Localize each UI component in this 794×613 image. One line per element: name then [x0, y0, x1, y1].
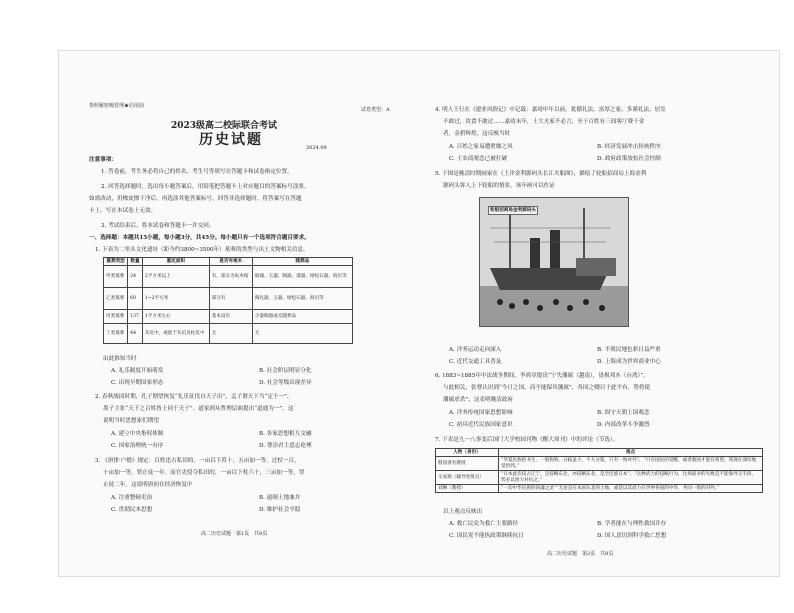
table-cell: 铜器、玉器、陶器、漆器、绿松石器、海贝等: [252, 266, 352, 288]
question-3-stem: 3. 《唐律·户婚》规定：百姓违占私田的，一亩以下笞十，五亩加一等，过杖一百，: [95, 458, 300, 464]
option-b[interactable]: B. 社会阶层明显分化: [259, 368, 312, 374]
table-row: [104, 266, 353, 288]
table-cell: 殷园著名教授: [436, 457, 499, 471]
option-d[interactable]: D. 社会等级出现差异: [259, 380, 312, 386]
option-c[interactable]: C. 出现早期国家形态: [111, 380, 164, 386]
option-d[interactable]: D. 上海成为世界商业中心: [597, 359, 661, 365]
table-row: [436, 457, 763, 471]
notice-heading: 注意事项：: [89, 157, 117, 163]
option-d[interactable]: D. 维护社会平稳: [259, 507, 301, 513]
page-footer: 高二历史试题 第1页 共8页: [201, 531, 268, 537]
option-b[interactable]: B. 各家思想相互交融: [259, 431, 312, 437]
notice-line: 3. 考试结束后，将本试卷和答题卡一并交回。: [101, 223, 215, 229]
table-row: [436, 471, 763, 485]
table-cell: 无: [209, 324, 252, 344]
question-4-stem: 不敢过，饮食不敢过……嘉靖末年，士大夫家不必言，至于百姓有三间客厅费千金: [443, 119, 645, 125]
option-b[interactable]: B. 固守天朝上国观念: [597, 410, 650, 416]
option-d[interactable]: D. 尊崇君主意志伦理: [259, 443, 312, 449]
question-2-stem: 说明当时思想家们期望: [103, 418, 159, 424]
table-cell: “一切中华民族的国魂之灵”“无论是在本国东北的土地，或是以其武力在世界各国的中华，共同一致的对外。”: [499, 485, 763, 493]
option-c[interactable]: C. 近代交通工具普及: [449, 359, 502, 365]
table-cell: 无: [252, 324, 352, 344]
table-cell: 1~2平方米: [142, 288, 209, 310]
table-cell: 陶礼器、玉器、绿松石器、海贝等: [252, 288, 352, 310]
table-header: 数量: [128, 258, 143, 266]
question-1-after: 由此推知当时: [103, 356, 137, 362]
table-cell: 灰坑中，或混于灰坑及柱坑中: [142, 324, 209, 344]
question-7-after: 以上观点反映出: [443, 509, 483, 515]
option-d[interactable]: D. 政府政策放松社会控制: [597, 156, 661, 162]
option-a[interactable]: A. 洋务传统国家思想影响: [449, 410, 513, 416]
image-caption: 轮船招商局金利源码头: [488, 206, 538, 215]
page-footer: 高二历史试题 第2页 共8页: [547, 551, 614, 557]
option-c[interactable]: C. 初具近代民族国家意识: [449, 422, 513, 428]
table-cell: 1平方米左右: [142, 310, 209, 324]
option-a[interactable]: A. 建立中央集权体制: [111, 431, 164, 437]
option-b[interactable]: B. 半殖民地色彩日益严重: [597, 347, 661, 353]
question-4-stem: 4. 明人王行在《建业风俗记》中记载：嘉靖中年以前，犹循礼法，富厚之家，多谨礼法，居室: [435, 107, 666, 113]
option-d[interactable]: D. 国人意识到科学救亡思想: [597, 533, 667, 539]
notice-line: 如需改动，用橡皮擦干净后，再选涂其他答案标号。回答非选择题时，将答案写在答题: [89, 196, 302, 202]
option-b[interactable]: B. 经济发展冲击传统秩序: [597, 144, 661, 150]
table-row: [104, 310, 353, 324]
exam-title: 2023级高二校际联合考试: [171, 121, 278, 131]
paper-type: 试卷类型：A: [361, 107, 390, 113]
table-header: 是否有棺木: [209, 258, 252, 266]
table-cell: “华夏民族的书生，一般狗狗，分歧虽小，不大分裂，只有一致对外”、“只有国民的觉醒，或者救国才能有希望，我现在深切地觉悟到。”: [499, 457, 763, 471]
notice-line: 1. 答卷前，考生务必将自己的姓名、考生号等填写在答题卡和试卷指定位置。: [101, 169, 293, 175]
question-6-stem: 6. 1883~1885年中法战争期间，李鸿章提出“宁失藩属（越南），毋损邦本（台湾）”。: [435, 373, 649, 379]
table-cell: 刘琳（教授）: [436, 485, 499, 493]
question-1-table: [103, 257, 353, 344]
question-3-stem: 止徒二年。这说明唐初在经济恢复中: [103, 482, 193, 488]
ship-painting-image: [479, 197, 629, 327]
secret-label: 参照秘密级管理★启用前: [89, 103, 145, 109]
notice-line: 卡上。写在本试卷上无效。: [89, 208, 157, 214]
question-2-stem: 2. 春秋战国时期，孔子期望恢复“礼乐征伐自天子出”，孟子谓天下当“定于一”，: [95, 394, 293, 400]
question-6-stem: 藩属虐杀”，这表明晚清政府: [443, 397, 513, 403]
table-cell: 甲类墓葬: [104, 266, 128, 288]
table-cell: 44: [128, 324, 143, 344]
option-d[interactable]: D. 内部改革斗争激烈: [597, 422, 650, 428]
table-header: 随葬品: [252, 258, 352, 266]
table-header: 人物（身份）: [436, 449, 499, 457]
option-b[interactable]: B. 遏制土地兼并: [259, 495, 301, 501]
question-5-stem: 5. 下图是晚清时期画家在《上洋金利源码头长江夹船图》，描绘了轮船招商局上海金利: [435, 171, 647, 177]
table-cell: 24: [128, 266, 143, 288]
option-c[interactable]: C. 国家治理统一有序: [111, 443, 164, 449]
question-3-stem: 十亩加一等，罪止徒一年。而官吏侵夺私田的，一亩以下杖六十，三亩加一等，罪: [103, 470, 305, 476]
table-cell: 有，部分为朱木棺: [209, 266, 252, 288]
option-a[interactable]: A. 注重整顿吏治: [111, 495, 153, 501]
exam-sheet: [58, 50, 780, 577]
table-cell: 基本没有: [209, 310, 252, 324]
option-b[interactable]: B. 学者能在与理性救国并存: [597, 521, 667, 527]
table-header: 墓葬类型: [104, 258, 128, 266]
notice-line: 2. 回答选择题时，选出每小题答案后，用铅笔把答题卡上对应题目的答案标号涂黑。: [101, 184, 310, 190]
table-cell: 乙类墓葬: [104, 288, 128, 310]
right-page: [427, 51, 777, 576]
steamship-illustration: [480, 198, 628, 326]
option-c[interactable]: C. 士农商观念已被打破: [449, 156, 507, 162]
option-a[interactable]: A. 礼乐制度开始萌发: [111, 368, 164, 374]
table-header: 墓坑面积: [142, 258, 209, 266]
table-cell: 137: [128, 310, 143, 324]
question-2-stem: 墨子主张“天下之百姓皆上同于天子”。道家则从哲理层面提出“道通为一”。这: [103, 406, 294, 412]
option-c[interactable]: C. 国民党不能执政策继续抗日: [449, 533, 524, 539]
subject-title: 历史试题: [199, 132, 263, 148]
question-1-stem: 1. 下表为二里头文化遗址（距今约3800~3500年）墓葬的类型与出土文物相关信息。: [95, 247, 309, 253]
table-cell: 部分有: [209, 288, 252, 310]
exam-date: 2024.09: [306, 145, 327, 151]
option-a[interactable]: A. 救亡民众为救亡主要路径: [449, 521, 519, 527]
left-page: [81, 51, 431, 576]
question-6-stem: 与此相关，张謇认识到“今日之国，而不能保其藩属”，各国之卿目于此不有，势将使: [443, 385, 651, 391]
table-row: [104, 288, 353, 310]
option-c[interactable]: C. 贯彻民本思想: [111, 507, 153, 513]
table-cell: “日本此次侵占辽宁，是侵略东北，亦侵略东北，是全民族日本”、“这种武力的侵略行为，这场战争的失败是不能靠外交手段，势必以国力对抗之。”: [499, 471, 763, 485]
table-cell: 丁类墓葬: [104, 324, 128, 344]
option-a[interactable]: A. 百姓之家易遭奢靡之风: [449, 144, 513, 150]
table-cell: 2平方米以上: [142, 266, 209, 288]
table-cell: 少量陶器或无随葬品: [252, 310, 352, 324]
table-cell: 丙类墓葬: [104, 310, 128, 324]
option-a[interactable]: A. 洋务运动走向深入: [449, 347, 502, 353]
table-header: 观点: [499, 449, 763, 457]
table-row: [436, 485, 763, 493]
table-cell: 60: [128, 288, 143, 310]
question-7-stem: 7. 下表是九一八事变后国门大学校园刊物《醒大周刊》中的评论（节选）。: [435, 437, 619, 443]
question-5-stem: 源码头客人上下轮船的情景，该年画可以佐证: [443, 183, 555, 189]
table-row: [104, 324, 353, 344]
question-7-table: [435, 448, 763, 493]
section-heading: 一、选择题：本题共15小题，每小题3分，共45分。每小题只有一个选项符合题目要求。: [89, 235, 310, 241]
question-4-stem: 者，金碧辉煌，这反映当时: [443, 131, 511, 137]
table-cell: 文家源（辅导处组员）: [436, 471, 499, 485]
